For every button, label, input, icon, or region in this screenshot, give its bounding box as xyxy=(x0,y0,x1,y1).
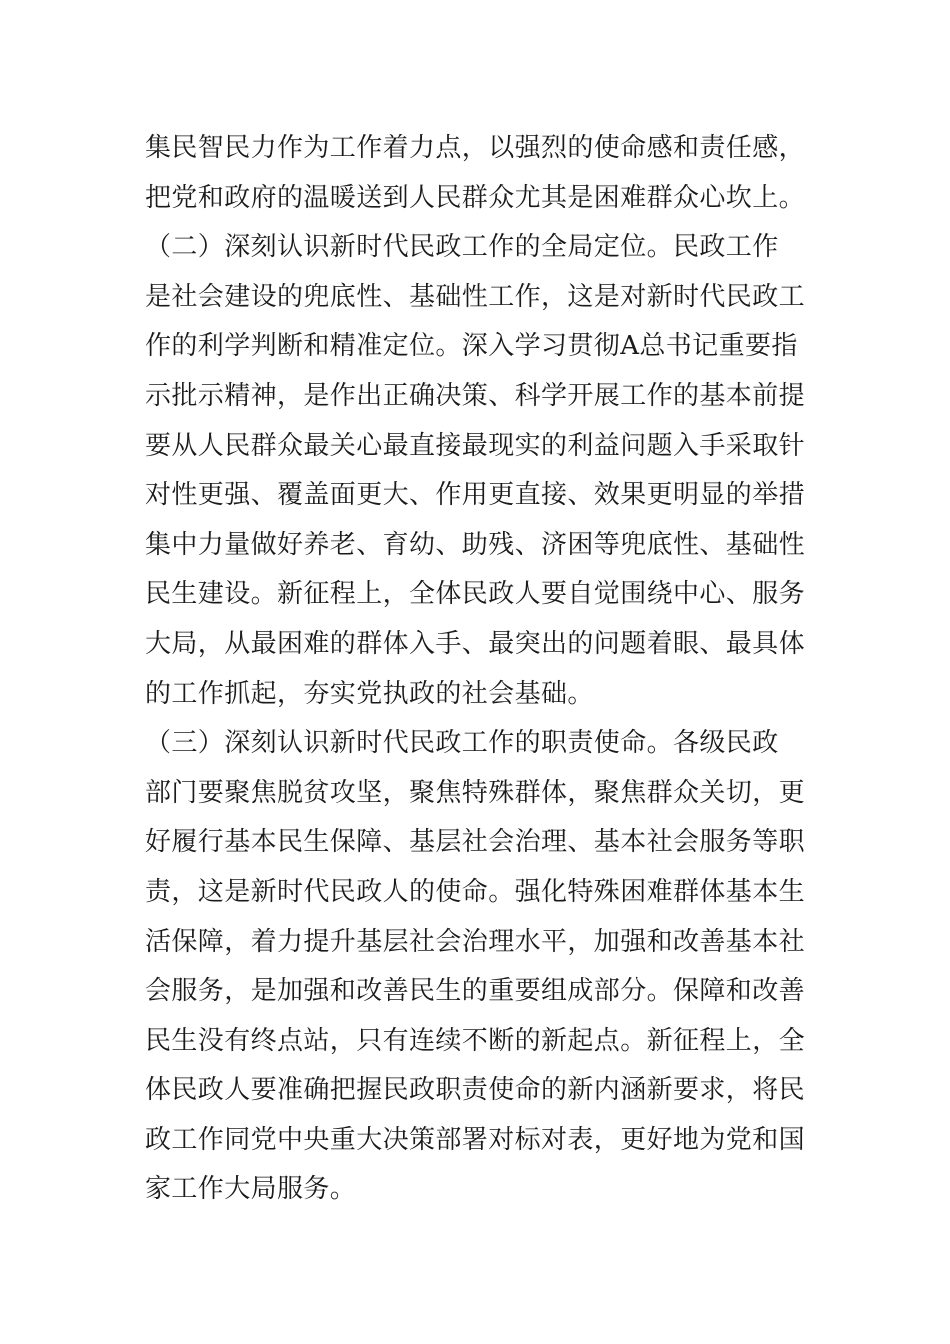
paragraph-heading-line: （三）深刻认识新时代民政工作的职责使命。各级民政 xyxy=(145,728,779,759)
text-line: 体民政人要准确把握民政职责使命的新内涵新要求，将民 xyxy=(145,1075,805,1106)
text-line: 政工作同党中央重大决策部署对标对表，更好地为党和国 xyxy=(145,1124,805,1155)
text-line: 活保障，着力提升基层社会治理水平，加强和改善基本社 xyxy=(145,926,805,957)
text-line: 部门要聚焦脱贫攻坚，聚焦特殊群体，聚焦群众关切，更 xyxy=(145,777,805,808)
text-line: 把党和政府的温暖送到人民群众尤其是困难群众心坎上。 xyxy=(145,182,805,213)
text-line: 好履行基本民生保障、基层社会治理、基本社会服务等职 xyxy=(145,827,805,858)
text-line: 作的利学判断和精准定位。深入学习贯彻A总书记重要指 xyxy=(145,331,798,362)
text-line: 要从人民群众最关心最直接最现实的利益问题入手采取针 xyxy=(145,430,805,461)
document-body xyxy=(145,124,805,1215)
text-line: 示批示精神，是作出正确决策、科学开展工作的基本前提 xyxy=(145,380,805,411)
text-line: 民生建设。新征程上，全体民政人要自觉围绕中心、服务 xyxy=(145,579,805,610)
text-line: 会服务，是加强和改善民生的重要组成部分。保障和改善 xyxy=(145,976,805,1007)
text-line: 对性更强、覆盖面更大、作用更直接、效果更明显的举措 xyxy=(145,480,805,511)
text-line: 集中力量做好养老、育幼、助残、济困等兜底性、基础性 xyxy=(145,529,805,560)
paragraph-3 xyxy=(145,719,805,1215)
text-line: 是社会建设的兜底性、基础性工作，这是对新时代民政工 xyxy=(145,281,805,312)
text-line: 集民智民力作为工作着力点，以强烈的使命感和责任感， xyxy=(145,133,805,163)
paragraph-heading-line: （二）深刻认识新时代民政工作的全局定位。民政工作 xyxy=(145,232,779,263)
text-line: 的工作抓起，夯实党执政的社会基础。 xyxy=(145,678,594,709)
text-line: 家工作大局服务。 xyxy=(145,1174,357,1205)
paragraph-2 xyxy=(145,223,805,719)
text-line: 民生没有终点站，只有连续不断的新起点。新征程上，全 xyxy=(145,1025,805,1056)
paragraph-1 xyxy=(145,124,805,223)
text-line: 责，这是新时代民政人的使命。强化特殊困难群体基本生 xyxy=(145,876,805,907)
text-line: 大局，从最困难的群体入手、最突出的问题着眼、最具体 xyxy=(145,628,805,659)
